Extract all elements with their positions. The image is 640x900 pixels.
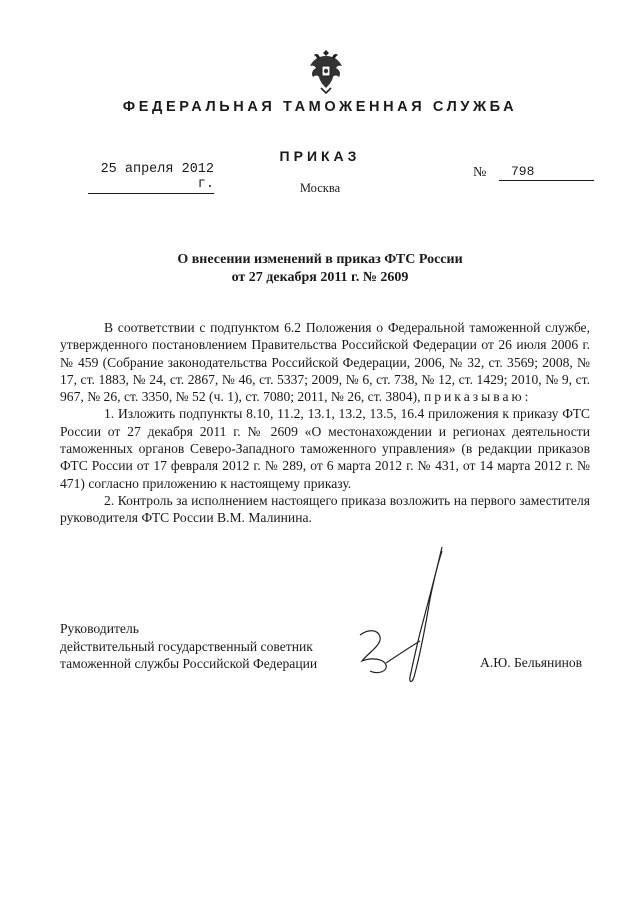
russian-coat-of-arms-icon [306, 46, 346, 96]
handwritten-signature [350, 543, 460, 688]
item-1: 1. Изложить подпункты 8.10, 11.2, 13.1, 13.2, 13.5, 16.4 приложения к приказу ФТС России от 27 декабря 2011 г. № 2609 «О местонахождении и регионах деятельности таможенных органов Северо-Западного таможенного управления» (в редакции приказов ФТС России от 17 февраля 2012 г. № 289, от 6 марта 2012 г. № 431, от 14 марта 2012 г. № 471) согласно приложению к настоящему приказу. [60, 406, 590, 491]
document-date: 25 апреля 2012 г. [88, 162, 214, 194]
intro-text: В соответствии с подпунктом 6.2 Положения о Федеральной таможенной службе, утвержденного постановлением Правительства Российской Федерации от 26 июля 2006 г. № 459 (Собрание законодательства Российской Федерации, 2006, № 32, ст. 3569; 2008, № 17, ст. 1883, № 24, ст. 2867, № 46, ст. 5337; 2009, № 6, ст. 738, № 12, ст. 1429; 2010, № 9, ст. 967, № 26, ст. 3350, № 52 (ч. 1), ст. 7080; 2011, № 26, ст. 3804), [60, 320, 590, 405]
document-number: 798 [499, 164, 594, 181]
document-subject [0, 251, 640, 287]
city: Москва [299, 181, 341, 195]
number-sign: № [473, 165, 487, 180]
subject-line-2: от 27 декабря 2011 г. № 2609 [231, 270, 409, 285]
order-word: приказываю: [423, 389, 532, 405]
agency-name: ФЕДЕРАЛЬНАЯ ТАМОЖЕННАЯ СЛУЖБА [122, 99, 518, 115]
intro-paragraph [60, 319, 590, 405]
document-type: ПРИКАЗ [279, 148, 361, 164]
signatory-position: Руководитель [60, 621, 139, 636]
item-2: 2. Контроль за исполнением настоящего приказа возложить на первого заместителя руководителя ФТС России В.М. Малинина. [60, 492, 590, 526]
signatory-rank-1: действительный государственный советник [60, 638, 313, 654]
signatory-name: А.Ю. Бельянинов [480, 655, 583, 670]
subject-line-1: О внесении изменений в приказ ФТС России [177, 252, 463, 267]
signatory-rank-2: таможенной службы Российской Федерации [60, 656, 318, 672]
document-body [60, 319, 590, 527]
signatory-title [60, 620, 317, 673]
